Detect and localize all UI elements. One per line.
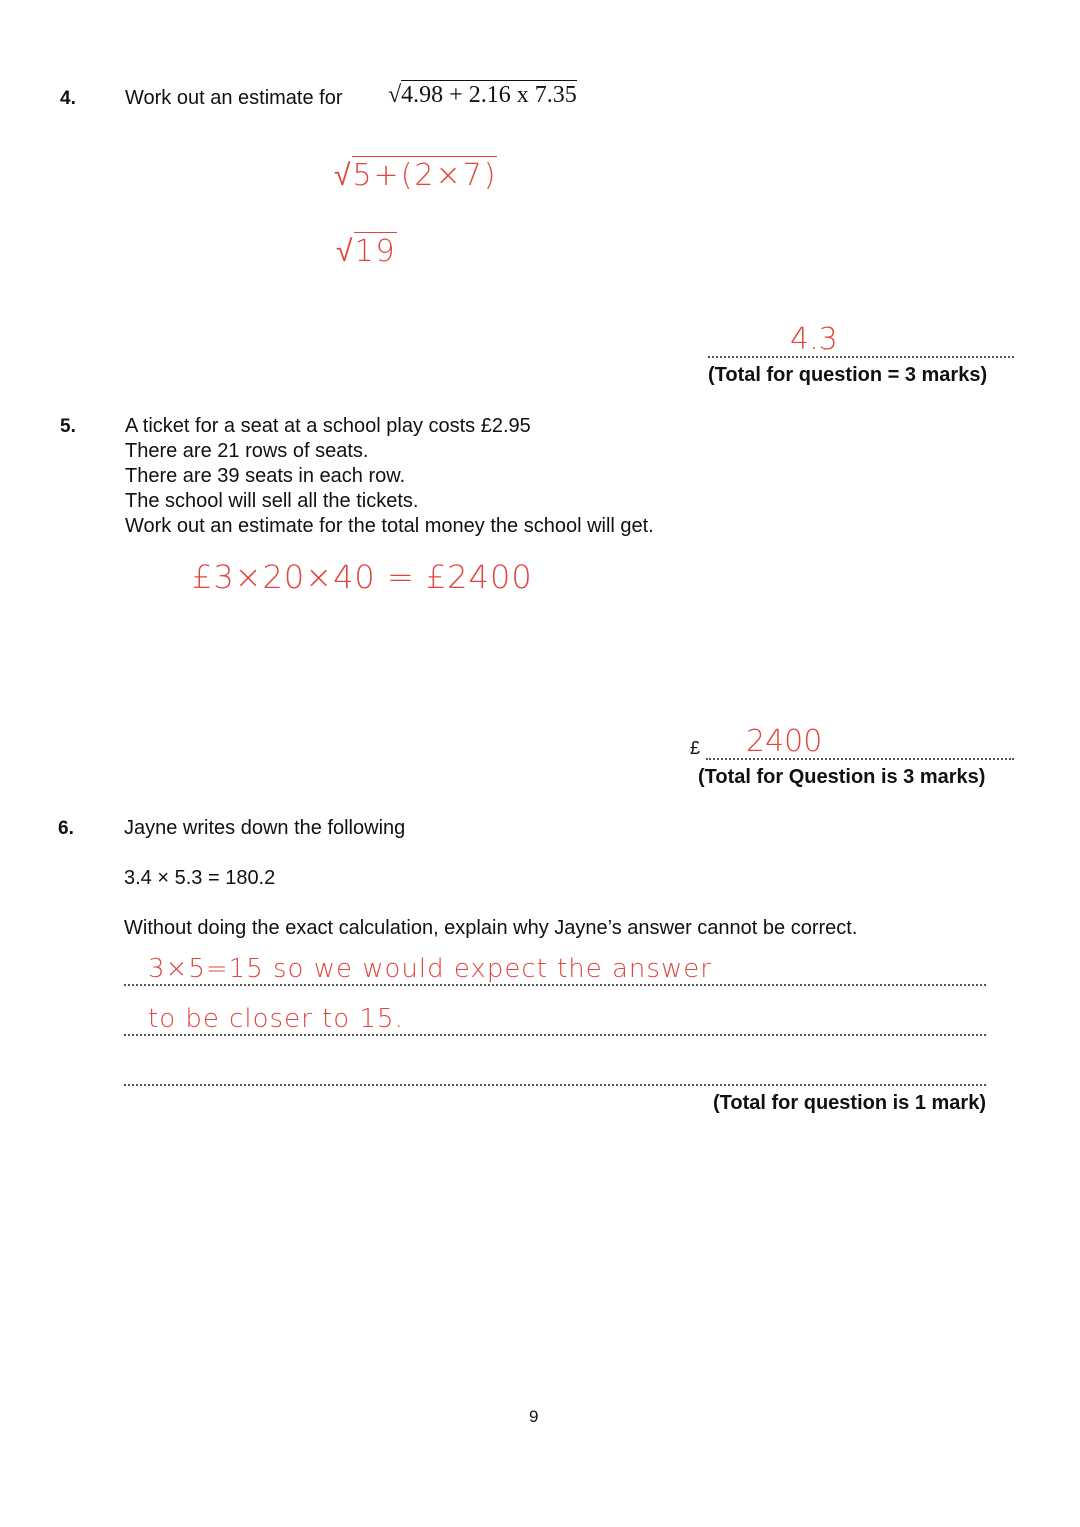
question-6-answer-line-3[interactable] [124, 1058, 986, 1086]
question-6-number: 6. [58, 818, 74, 839]
question-5-working: £3×20×40 = £2400 [192, 558, 533, 596]
question-4-answer-line[interactable] [708, 324, 1014, 358]
question-5-line: A ticket for a seat at a school play costs £2.95 [125, 415, 531, 437]
question-4-working-line-1: √5+(2×7) [334, 158, 498, 193]
question-6-total: (Total for question is 1 mark) [713, 1092, 986, 1114]
question-6-prompt: Without doing the exact calculation, explain why Jayne’s answer cannot be correct. [124, 917, 858, 939]
sqrt-symbol: √ [388, 82, 402, 108]
question-5-currency: £ [690, 738, 701, 758]
question-5-line: The school will sell all the tickets. [125, 490, 419, 512]
question-5-number: 5. [60, 416, 76, 437]
question-4-answer: 4.3 [790, 322, 838, 357]
question-4-total: (Total for question = 3 marks) [708, 364, 988, 386]
question-6-answer-line-1[interactable] [124, 956, 986, 986]
question-5-text [125, 414, 654, 539]
radicand: 4.98 + 2.16 x 7.35 [401, 82, 577, 108]
question-5-line: There are 39 seats in each row. [125, 465, 406, 487]
question-5-answer: 2400 [746, 724, 823, 759]
question-5-answer-line[interactable] [706, 724, 1014, 760]
question-6-intro: Jayne writes down the following [124, 817, 406, 839]
handwritten-sqrt-symbol: √ [334, 158, 353, 193]
question-4-prompt: Work out an estimate for [125, 87, 343, 109]
question-5-line: There are 21 rows of seats. [125, 440, 369, 462]
question-5-line: Work out an estimate for the total money the school will get. [125, 515, 654, 537]
handwritten-sqrt-symbol: √ [336, 234, 355, 269]
question-6-answer-text-1: 3×5=15 so we would expect the answer [148, 954, 712, 984]
question-4-working-line-2: √19 [336, 234, 397, 269]
page-number: 9 [529, 1407, 539, 1426]
question-4-expression [388, 82, 577, 109]
question-6-answer-line-2[interactable] [124, 1006, 986, 1036]
question-6-equation: 3.4 × 5.3 = 180.2 [124, 867, 276, 889]
question-5-total: (Total for Question is 3 marks) [698, 766, 986, 788]
question-6-answer-text-2: to be closer to 15. [148, 1004, 404, 1034]
question-4-number: 4. [60, 88, 76, 109]
